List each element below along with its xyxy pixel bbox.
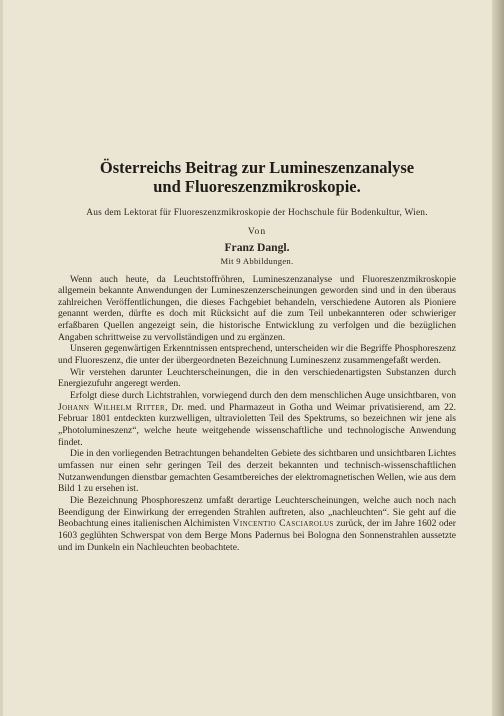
paragraph-text: zurück, der im Jahre 1602 oder 1603 geglühten Schwerspat von dem Berge Mons Padernus bei Bologna den Sonnenstrahlen aussetzte und im Dunkeln ein Nachleuchten beobachtete. — [58, 518, 456, 553]
by-line: Von — [247, 225, 267, 237]
paragraph-text: Erfolgt diese durch Lichtstrahlen, vorwiegend durch den dem menschlichen Auge unsichtbaren, von — [70, 390, 456, 402]
book-binding-shadow — [492, 0, 504, 716]
article — [58, 158, 456, 553]
paragraph: Die in den vorliegenden Betrachtungen behandelten Gebiete des sichtbaren und unsichtbaren Lichtes umfassen nur einen sehr geringen Teil des derzeit bekannten und technisch-wissenschaftlichen Nutzanwendungen dienstbar gemachten Gesamtbereiches der elektromagnetischen Wellen, wie aus dem Bild 1 zu ersehen ist. — [58, 448, 456, 495]
article-title — [58, 158, 456, 196]
title-line-2: und Fluoreszenzmikroskopie. — [153, 177, 361, 196]
paragraph-text: Die Bezeichnung Phosphoreszenz umfaßt derartige Leuchterscheinungen, welche auch noch nach Beendigung der Einwirkung der erregenden Strahlen auftreten, also „nachleuchten“. Sie geht auf die Beobachtung eines italienischen Alchimisten — [58, 494, 456, 530]
paragraph-text: , Dr. med. und Pharmazeut in Gotha und Weimar privatisierend, am 22. Februar 1801 entdeckten kurzwelligen, ultravioletten Teil des Spektrums, so bezeichnen wir jene als „Photolumineszenz“, welche heute weitgehende wissenschaftliche und technologische Anwendung findet. — [58, 401, 456, 448]
title-line-1: Österreichs Beitrag zur Lumineszenzanalyse — [99, 158, 415, 177]
article-body — [58, 274, 456, 554]
paragraph: Unseren gegenwärtigen Erkenntnissen entsprechend, unterscheiden wir die Begriffe Phosphoreszenz und Fluoreszenz, die unter der übergeordneten Bezeichnung Lumineszenz zusammengefaßt werden. — [58, 343, 456, 367]
page-edge — [0, 0, 3, 716]
person-name: Johann Wilhelm Ritter — [58, 401, 166, 413]
affiliation: Aus dem Lektorat für Fluoreszenzmikroskopie der Hochschule für Bodenkultur, Wien. — [86, 208, 428, 218]
paragraph — [58, 495, 456, 553]
figures-note: Mit 9 Abbildungen. — [220, 255, 294, 266]
author-name: Franz Dangl. — [224, 240, 290, 254]
paragraph — [58, 390, 456, 448]
person-name: Vincentio Casciarolus — [232, 518, 334, 530]
paragraph: Wir verstehen darunter Leuchterscheinungen, die in den verschiedenartigsten Substanzen durch Energiezufuhr angeregt werden. — [58, 366, 456, 390]
paragraph: Wenn auch heute, da Leuchtstoffröhren, Lumineszenzanalyse und Fluoreszenzmikroskopie allgemein bekannte Anwendungen der Lumineszenzerscheinungen geworden sind und in den überaus zahlreichen Veröffentlichungen, die dieses Fachgebiet behandeln, verschiedene Autoren als Pioniere genannt werden, dürfte es doch mit Rücksicht auf die zum Teil unbekannteren oder schwieriger erfaßbaren Quellen angezeigt sein, die historische Entwicklung zu verfolgen und die bezüglichen Angaben schrittweise zu vervollständigen und zu ergänzen. — [58, 273, 456, 343]
